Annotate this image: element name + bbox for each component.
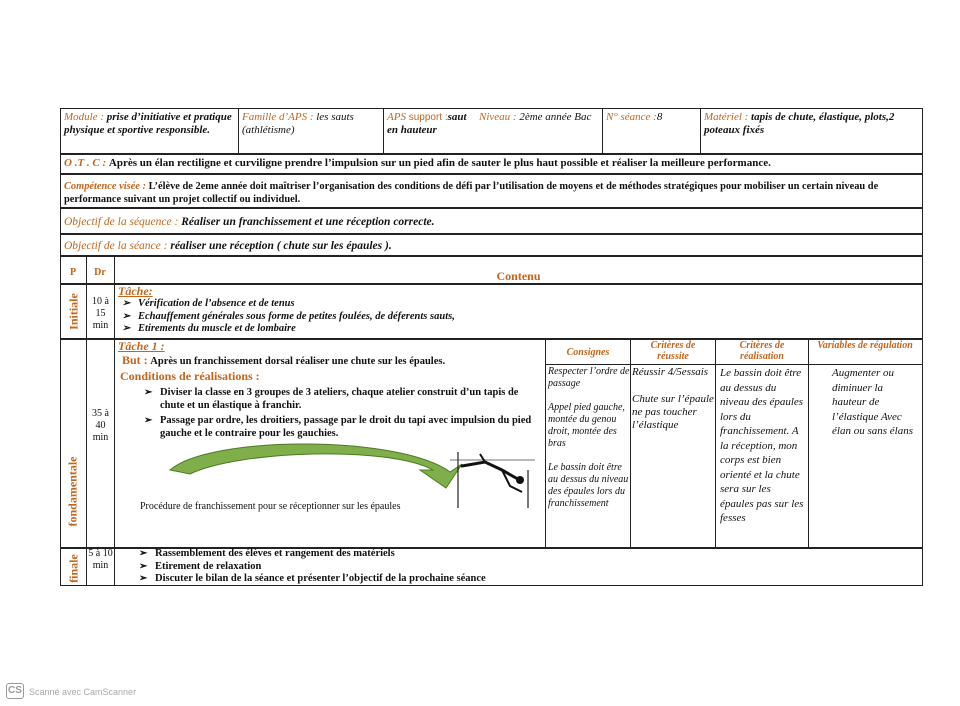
objectif-sequence-text: Réaliser un franchissement et une réception correcte.	[181, 216, 435, 228]
consigne-item: Le bassin doit être au dessus du niveau des épaules lors du franchissement	[548, 462, 629, 509]
reussite-header: Critères de réussite	[650, 340, 696, 362]
divider	[238, 108, 239, 154]
famille-cell	[242, 111, 380, 137]
divider	[700, 108, 701, 154]
column-dr: Dr	[94, 267, 106, 278]
but-text: Après un franchissement dorsal réaliser une chute sur les épaules.	[150, 356, 446, 367]
aps-value: saut en hauteur	[387, 111, 467, 136]
list-item: ➢ Etirements du muscle et de lombaire	[118, 323, 918, 336]
seance-cell	[606, 111, 698, 124]
objectif-seance-label: Objectif de la séance :	[64, 240, 168, 252]
column-p: P	[69, 267, 77, 278]
figure-caption: Procédure de franchissement pour se réceptionner sur les épaules	[140, 501, 401, 512]
divider	[630, 339, 631, 548]
approach-arrow	[170, 444, 462, 488]
famille-label: Famille d’APS :	[242, 111, 314, 123]
competence-cell	[64, 180, 920, 206]
competence-text: L’élève de 2eme année doit maîtriser l’organisation des conditions de défi par l’utilisation de moyens et de méthodes stratégiques pour mobiliser un certain niveau de performance suivant un projet collectif ou individuel.	[64, 181, 879, 205]
competence-label: Compétence visée :	[64, 181, 146, 192]
fondamentale-duration: 35 à 40 min	[92, 408, 109, 443]
camscanner-logo: CS	[6, 683, 24, 699]
list-item: ➢ Vérification de l’absence et de tenus	[118, 298, 918, 311]
objectif-seance-cell	[64, 240, 920, 253]
aps-support-label: support :	[408, 112, 448, 123]
initiale-task-list	[118, 298, 918, 336]
divider	[602, 108, 603, 154]
divider	[383, 108, 384, 154]
consigne-item: Respecter l’ordre de passage	[548, 366, 630, 389]
fondamentale-but	[122, 354, 542, 368]
objectif-seance-text: réaliser une réception ( chute sur les épaules ).	[170, 240, 392, 252]
but-label: But :	[122, 353, 148, 367]
conditions-label: Conditions de réalisations :	[120, 369, 260, 383]
list-item: ➢ Etirement de relaxation	[135, 561, 915, 574]
list-item: ➢ Passage par ordre, les droitiers, passage par le droit du tapi avec impulsion du pied gauche et le contraire pour les gauchies.	[140, 415, 542, 440]
materiel-label: Matériel :	[704, 111, 749, 123]
otc-cell	[64, 157, 920, 170]
module-cell	[64, 111, 234, 137]
finale-task-list	[135, 548, 915, 586]
seance-value: 8	[656, 111, 663, 123]
camscanner-watermark: Scanné avec CamScanner	[29, 687, 137, 697]
objectif-sequence-label: Objectif de la séquence :	[64, 216, 179, 228]
materiel-cell	[704, 111, 920, 137]
list-item: ➢ Diviser la classe en 3 groupes de 3 ateliers, chaque atelier construit d’un tapis de chute et un élastique à franchir.	[140, 387, 542, 412]
variables-cell: Augmenter ou diminuer la hauteur de l’élastique Avec élan ou sans élans	[832, 367, 913, 437]
conditions-list	[140, 387, 542, 440]
famille-value: les sauts (athlétisme)	[242, 111, 354, 136]
list-item: ➢ Rassemblement des élèves et rangement des matériels	[135, 548, 915, 561]
divider	[545, 364, 923, 365]
list-item: ➢ Discuter le bilan de la séance et présenter l’objectif de la prochaine séance	[135, 573, 915, 586]
realisation-header: Critères de réalisation	[739, 340, 785, 362]
aps-label: APS	[387, 111, 406, 123]
finale-duration: 5 à 10 min	[88, 548, 113, 571]
divider	[545, 339, 546, 548]
column-contenu: Contenu	[496, 269, 541, 283]
fondamentale-tache-label: Tâche 1 :	[118, 339, 165, 353]
finale-phase: finale	[66, 554, 81, 583]
niveau-value: 2ème année Bac	[519, 111, 592, 123]
seance-label: N° séance :	[606, 111, 657, 123]
materiel-value: tapis de chute, élastique, plots,2 poteaux fixés	[704, 111, 895, 136]
divider	[808, 339, 809, 548]
otc-label: O .T . C :	[64, 157, 107, 169]
consignes-header: Consignes	[566, 347, 610, 358]
initiale-phase: Initiale	[66, 293, 81, 330]
aps-cell	[387, 111, 479, 137]
initiale-tache-label: Tâche:	[118, 284, 153, 298]
module-label: Module :	[64, 111, 105, 123]
divider	[715, 339, 716, 548]
otc-text: Après un élan rectiligne et curviligne prendre l’impulsion sur un pied afin de sauter le plus haut possible et réaliser la meilleure performance.	[108, 157, 771, 169]
niveau-label: Niveau :	[479, 111, 517, 123]
fondamentale-phase: fondamentale	[65, 456, 80, 527]
initiale-duration: 10 à 15 min	[92, 296, 109, 331]
module-value: prise d’initiative et pratique physique et sportive responsible.	[64, 111, 232, 136]
objectif-sequence-cell	[64, 216, 920, 229]
variables-header: Variables de régulation	[817, 340, 913, 351]
reussite-item: Chute sur l’épaule ne pas toucher l’élastique	[632, 393, 714, 431]
niveau-cell	[479, 111, 599, 124]
list-item: ➢ Echauffement générales sous forme de petites foulées, de déferents sauts,	[118, 311, 918, 324]
consigne-item: Appel pied gauche, montée du genou droit, montée des bras	[548, 402, 625, 449]
consignes-cell	[548, 366, 630, 510]
reussite-cell	[632, 366, 714, 432]
reussite-item: Réussir 4/5essais	[632, 366, 709, 378]
realisation-cell: Le bassin doit être au dessus du niveau des épaules lors du franchissement. A la réception, mon corps est bien orienté et la chute sera sur les épaules pas sur les fesses	[720, 367, 804, 524]
